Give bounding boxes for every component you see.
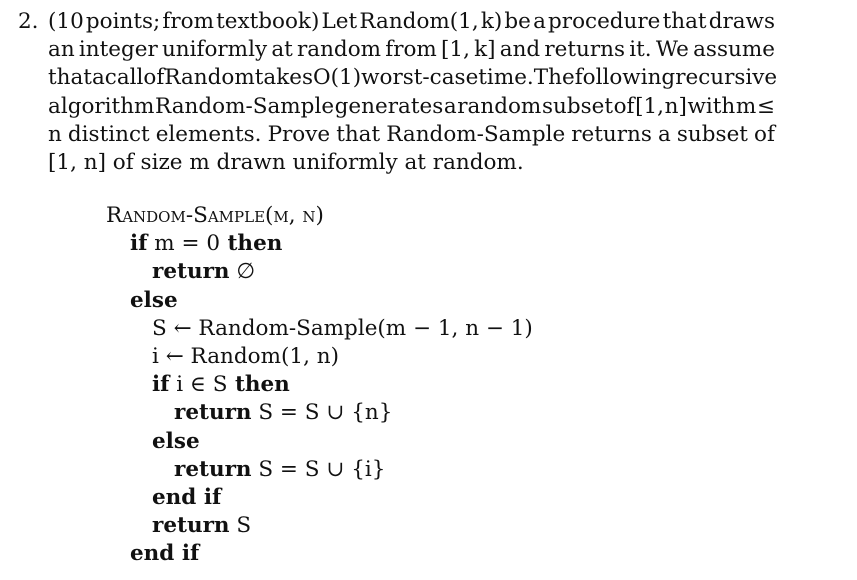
problem-line [18, 64, 778, 92]
word: n [48, 121, 62, 147]
statement: i ← Random(1, n) [152, 343, 339, 369]
statement: S = S ∪ {n} [251, 400, 393, 426]
problem-line-text [48, 64, 777, 92]
word: textbook) [216, 9, 320, 34]
word: takes [254, 65, 314, 91]
algorithm-line [106, 343, 533, 371]
word: generates [334, 93, 444, 119]
keyword: return [174, 456, 252, 482]
word: We [655, 37, 689, 63]
word: elements. [155, 121, 262, 147]
word: The [533, 65, 575, 91]
word: Random-Sample [155, 93, 335, 119]
word: random [457, 93, 542, 119]
word: an [48, 37, 75, 63]
keyword: end if [152, 484, 222, 510]
word: O(1) [313, 65, 362, 91]
statement: m = 0 [147, 231, 221, 257]
word: algorithm [48, 93, 155, 119]
statement: S = S ∪ {i} [251, 456, 386, 482]
word: points; [85, 9, 161, 34]
word: [1, [635, 93, 665, 119]
problem-line-text [48, 93, 775, 121]
algorithm-block [106, 202, 533, 568]
keyword: return [152, 259, 230, 285]
word: a [533, 9, 546, 34]
algorithm-line [106, 456, 533, 484]
word: returns [544, 37, 626, 63]
word: subset [541, 93, 613, 119]
word: be [504, 9, 531, 34]
word: k) [480, 9, 503, 34]
algorithm-header: Random-Sample(m, n) [106, 203, 324, 228]
word: (10 [48, 9, 84, 34]
word: subset [676, 121, 748, 147]
word: Let [321, 9, 358, 34]
word: of [754, 121, 775, 147]
word: k] [474, 37, 496, 63]
algorithm-line [106, 258, 533, 286]
word: distinct [67, 121, 150, 147]
word: that [662, 9, 707, 34]
statement: ∅ [229, 259, 256, 285]
word: random [296, 37, 382, 63]
problem-statement [18, 8, 778, 177]
word: assume [693, 37, 775, 63]
problem-number: 2. [18, 9, 39, 34]
algorithm-line [106, 230, 533, 258]
word: call [104, 65, 144, 91]
problem-line [18, 121, 775, 149]
word: draws [708, 9, 775, 34]
algorithm-line [106, 287, 533, 315]
algorithm-body [106, 230, 533, 568]
word: it. [629, 37, 652, 63]
word: returns [571, 121, 652, 147]
algorithm-line [106, 540, 533, 568]
algorithm-line [106, 399, 533, 427]
keyword: if [130, 231, 148, 257]
problem-line-text: [1, n] of size m drawn uniformly at random. [48, 150, 524, 176]
algorithm-line [106, 512, 533, 540]
statement: i ∈ S [169, 372, 228, 398]
word: m [735, 93, 757, 119]
word: a [658, 121, 671, 147]
word: from [162, 9, 214, 34]
word: of [143, 65, 165, 91]
word: procedure [548, 9, 661, 34]
word: uniformly [161, 37, 268, 63]
word: with [687, 93, 736, 119]
word: [1, [441, 37, 470, 63]
statement: S [229, 513, 252, 539]
word: a [443, 93, 457, 119]
keyword: then [220, 231, 283, 257]
keyword: then [227, 372, 290, 398]
algorithm-line [106, 484, 533, 512]
word: and [499, 37, 541, 63]
word: Random(1, [359, 9, 479, 34]
word: following [574, 65, 676, 91]
word: n] [664, 93, 687, 119]
keyword: return [152, 513, 230, 539]
keyword: else [152, 428, 200, 454]
problem-line [18, 8, 775, 36]
problem-line-text [48, 36, 775, 64]
word: that [336, 121, 381, 147]
algorithm-line [106, 428, 533, 456]
word: time. [478, 65, 534, 91]
word: Prove [267, 121, 331, 147]
keyword: return [174, 400, 252, 426]
word: that [48, 65, 92, 91]
algorithm-line [106, 315, 533, 343]
word: integer [78, 37, 158, 63]
word: recursive [675, 65, 778, 91]
problem-line-text [48, 8, 775, 36]
problem-line-text [48, 121, 775, 149]
word: Random-Sample [386, 121, 566, 147]
word: from [385, 37, 437, 63]
keyword: else [130, 287, 178, 313]
problem-line [18, 93, 775, 121]
problem-line [18, 149, 775, 177]
word: Random [164, 65, 255, 91]
word: of [613, 93, 635, 119]
keyword: end if [130, 541, 200, 567]
word: at [271, 37, 293, 63]
word: worst-case [361, 65, 479, 91]
statement: S ← Random-Sample(m − 1, n − 1) [152, 315, 533, 341]
word: a [91, 65, 105, 91]
problem-line [18, 36, 775, 64]
keyword: if [152, 372, 170, 398]
word: ≤ [756, 93, 775, 119]
algorithm-line [106, 371, 533, 399]
